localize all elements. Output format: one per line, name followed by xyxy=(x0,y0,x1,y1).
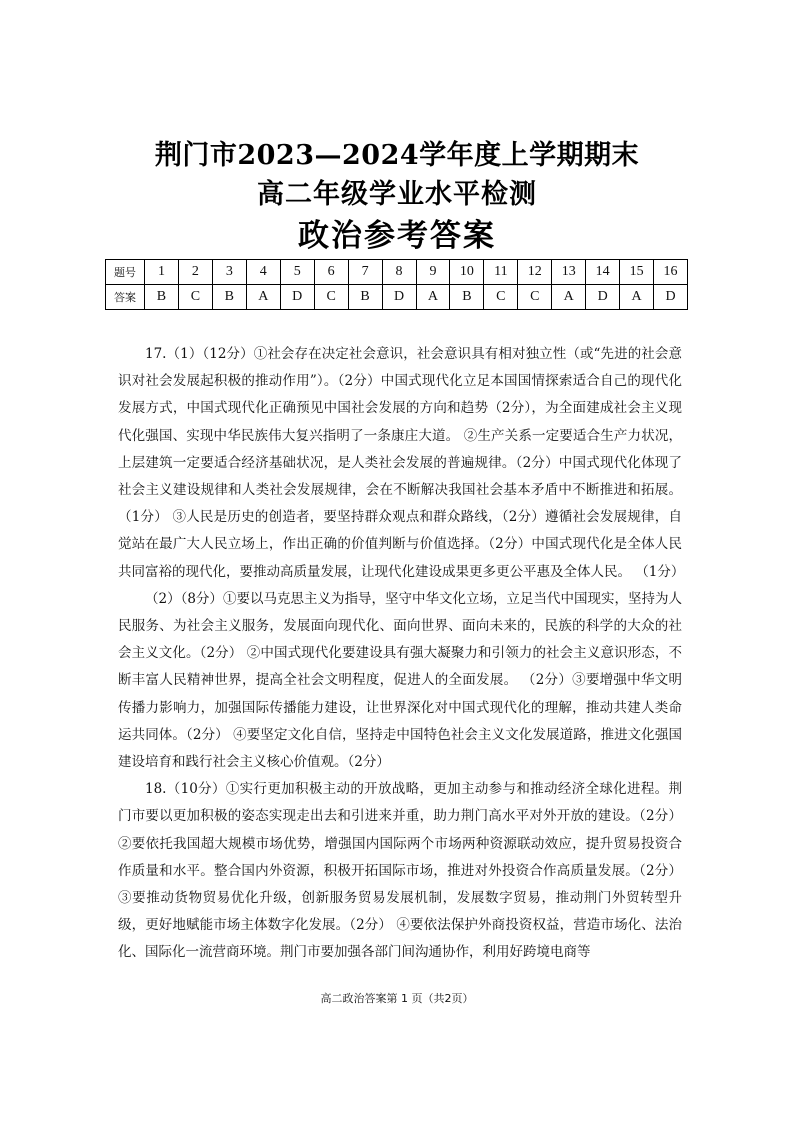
answer-cell: D xyxy=(382,285,416,310)
answer-cell: A xyxy=(552,285,586,310)
question-number: 1 xyxy=(145,260,179,285)
q18-paragraph: 18.（10分）①实行更加积极主动的开放战略，更加主动参与和推动经济全球化进程。荆门市要以更加积极的姿态实现走出去和引进来并重，助力荆门高水平对外开放的建设。（2分） ②要依托我国超大规模市场优势，增强国内国际两个市场两种资源联动效应，提升贸易投资合作质量和水平。整合国内外资源，积极开拓国际市场，推进对外投资合作高质量发展。（2分） ③要推动货物贸易优化升级，创新服务贸易发展机制，发展数字贸易，推动荆门外贸转型升级，更好地赋能市场主体数字化发展。（2分） ④要依法保护外商投资权益，营造市场化、法治化、国际化一流营商环境。荆门市要加强各部门间沟通协作，利用好跨境电商等 xyxy=(118,781,682,961)
answer-table xyxy=(105,259,688,310)
question-number: 11 xyxy=(484,260,518,285)
answer-cell: A xyxy=(620,285,654,310)
answer-cell: D xyxy=(654,285,688,310)
q17-part2-paragraph: （2）（8分）①要以马克思主义为指导，坚守中华文化立场，立足当代中国现实，坚持为人民服务、为社会主义服务，发展面向现代化、面向世界、面向未来的，民族的科学的大众的社会主义文化。（2分） ②中国式现代化要建设具有强大凝聚力和引领力的社会主义意识形态，不断丰富人民精神世界，提高全社会文明程度，促进人的全面发展。 （2分）③要增强中华文明传播力影响力，加强国际传播能力建设，让世界深化对中国式现代化的理解，推动共建人类命运共同体。（2分） ④要坚定文化自信，坚持走中国特色社会主义文化发展道路，推进文化强国建设培育和践行社会主义核心价值观。（2分） xyxy=(118,590,682,771)
question-number: 9 xyxy=(416,260,450,285)
question-number: 12 xyxy=(518,260,552,285)
answer-cell: D xyxy=(586,285,620,310)
answer-row xyxy=(106,285,688,310)
question-number: 15 xyxy=(620,260,654,285)
question-number: 3 xyxy=(212,260,246,285)
question-number: 8 xyxy=(382,260,416,285)
answer-cell: D xyxy=(280,285,314,310)
answer-cell: C xyxy=(518,285,552,310)
title-line-2: 高二年级学业水平检测 xyxy=(257,179,537,210)
answer-cell: C xyxy=(314,285,348,310)
answer-cell: A xyxy=(246,285,280,310)
question-number: 6 xyxy=(314,260,348,285)
question-number: 16 xyxy=(654,260,688,285)
answer-cell: B xyxy=(145,285,179,310)
page-footer: 高二政治答案第 1 页（共2页） xyxy=(320,992,474,1005)
question-number: 4 xyxy=(246,260,280,285)
answer-cell: B xyxy=(450,285,484,310)
answer-cell: C xyxy=(178,285,212,310)
question-number: 14 xyxy=(586,260,620,285)
question-number: 5 xyxy=(280,260,314,285)
page-title: 政治参考答案 xyxy=(298,218,496,254)
answer-cell: B xyxy=(348,285,382,310)
q17-part1-paragraph: 17.（1）（12分）①社会存在决定社会意识，社会意识具有相对独立性（或“先进的社会意识对社会发展起积极的推动作用”）。（2分）中国式现代化立足本国国情探索适合自己的现代化发展方式，中国式现代化正确预见中国社会发展的方向和趋势（2分），为全面建成社会主义现代化强国、实现中华民族伟大复兴指明了一条康庄大道。 ②生产关系一定要适合生产力状况，上层建筑一定要适合经济基础状况，是人类社会发展的普遍规律。（2分）中国式现代化体现了社会主义建设规律和人类社会发展规律，会在不断解决我国社会基本矛盾中不断推进和拓展。（1分） ③人民是历史的创造者，要坚持群众观点和群众路线，（2分）遵循社会发展规律，自觉站在最广大人民立场上，作出正确的价值判断与价值选择。（2分）中国式现代化是全体人民共同富裕的现代化，要推动高质量发展，让现代化建设成果更多更公平惠及全体人民。 （1分） xyxy=(118,346,685,580)
row-label-answer: 答案 xyxy=(106,285,145,310)
answer-cell: A xyxy=(416,285,450,310)
answer-cell: B xyxy=(212,285,246,310)
question-number: 10 xyxy=(450,260,484,285)
question-number: 7 xyxy=(348,260,382,285)
title-line-1: 荆门市2023—2024学年度上学期期末 xyxy=(154,140,640,171)
answer-body xyxy=(118,341,685,967)
question-number: 2 xyxy=(178,260,212,285)
question-number-row xyxy=(106,260,688,285)
answer-cell: C xyxy=(484,285,518,310)
row-label-number: 题号 xyxy=(106,260,145,285)
question-number: 13 xyxy=(552,260,586,285)
